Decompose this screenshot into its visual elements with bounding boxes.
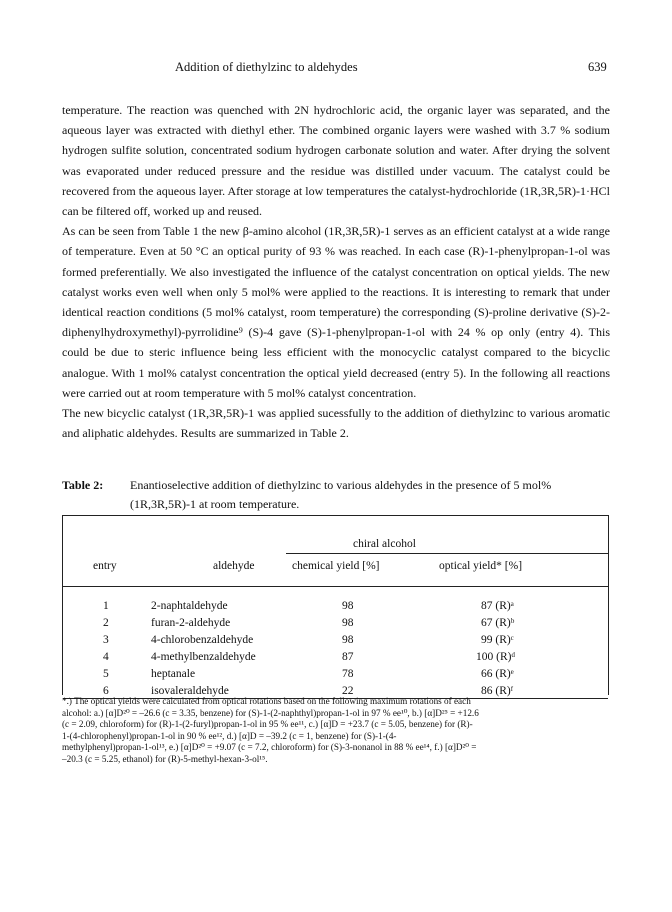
cell-entry: 1 (103, 600, 109, 612)
cell-chemical-yield: 22 (342, 685, 354, 697)
table-footnote (62, 696, 610, 766)
cell-chemical-yield: 78 (342, 668, 354, 680)
footnote-line: *.) The optical yields were calculated from optical rotations based on the following maximum rotations of each (62, 696, 471, 706)
cell-aldehyde: isovaleraldehyde (151, 685, 229, 697)
table-caption (62, 476, 610, 514)
cell-optical-yield: 67 (R)ᵇ (481, 617, 515, 629)
group-header: chiral alcohol (353, 538, 416, 550)
running-title: Addition of diethylzinc to aldehydes (175, 60, 358, 74)
page-header (0, 60, 672, 80)
body-text (62, 100, 610, 443)
cell-optical-yield: 86 (R)ᶠ (481, 685, 514, 697)
paragraph: temperature. The reaction was quenched with 2N hydrochloric acid, the organic layer was separated, and the aqueous layer was extracted with diethyl ether. The combined organic layers were washed with 3.7 % sodium hydrogen sulfite solution, concentrated sodium hydrogen carbonate solution and water. After drying the solvent was evaporated under reduced pressure and the residue was distilled under vacuum. The catalyst could be recovered from the aqueous layer. After storage at low temperatures the catalyst-hydrochloride (1R,3R,5R)-1·HCl can be filtered off, worked up and reused. (62, 103, 610, 219)
footnote-line: (c = 2.09, chloroform) for (R)-1-(2-furyl)propan-1-ol in 95 % ee¹¹, c.) [α]D = +23.7 (c = 5.05, benzene) for (R)- (62, 719, 473, 730)
cell-aldehyde: furan-2-aldehyde (151, 617, 231, 629)
page-number: 639 (588, 60, 607, 74)
footnote-line: methylphenyl)propan-1-ol¹³, e.) [α]D²⁰ = +9.07 (c = 7.2, chloroform) for (S)-3-nonanol in 88 % ee¹⁴, f.) [α]D²⁰ = (62, 742, 477, 753)
footnote-line: alcohol: a.) [α]D²⁰ = –26.6 (c = 3.35, benzene) for (S)-1-(2-naphthyl)propan-1-ol in 97 % ee¹⁰, b.) [α]D²⁵ = +12.6 (62, 707, 479, 718)
cell-aldehyde: 2-naphtaldehyde (151, 600, 228, 612)
table-label: Table 2: (62, 478, 104, 492)
column-header-aldehyde: aldehyde (213, 560, 255, 572)
paragraph: As can be seen from Table 1 the new β-amino alcohol (1R,3R,5R)-1 serves as an efficient catalyst at a wide range of temperature. Even at 50 °C an optical purity of 93 % was reached. In each case (R)-1-phenylpropan-1-ol was formed preferentially. We also investigated the influence of the catalyst concentration on optical yields. The new catalyst works even well when only 5 mol% were applied to the reactions. It is interesting to remark that under identical reaction conditions (5 mol% catalyst, room temperature) the corresponding (S)-proline derivative (S)-2-diphenylhydroxymethyl)-pyrrolidine⁹ (S)-4 gave (S)-1-phenylpropan-1-ol with 24 % op only (entry 4). This could be due to steric influence being less efficient with the monocyclic catalyst compared to the bicyclic analogue. With 1 mol% catalyst concentration the optical yield decreased (entry 5). In the following all reactions were carried out at room temperature with 5 mol% catalyst concentration. (62, 224, 610, 400)
column-header-optical-yield: optical yield* [%] (439, 560, 523, 572)
cell-chemical-yield: 98 (342, 600, 354, 612)
cell-aldehyde: 4-chlorobenzaldehyde (151, 634, 254, 646)
cell-entry: 4 (103, 651, 109, 663)
cell-chemical-yield: 87 (342, 651, 354, 663)
cell-entry: 3 (103, 634, 109, 646)
footnote-line: –20.3 (c = 5.25, ethanol) for (R)-5-methyl-hexan-3-ol¹⁵. (62, 753, 268, 764)
cell-optical-yield: 100 (R)ᵈ (476, 651, 516, 663)
cell-chemical-yield: 98 (342, 634, 354, 646)
paragraph: The new bicyclic catalyst (1R,3R,5R)-1 was applied sucessfully to the addition of diethylzinc to various aromatic and aliphatic aldehydes. Results are summarized in Table 2. (62, 406, 610, 441)
cell-optical-yield: 99 (R)ᶜ (481, 634, 514, 646)
cell-entry: 5 (103, 668, 109, 680)
group-header-rule (286, 553, 608, 554)
column-header-chemical-yield: chemical yield [%] (292, 560, 380, 572)
column-header-entry: entry (93, 560, 117, 572)
cell-aldehyde: heptanale (151, 668, 196, 680)
results-table (62, 515, 609, 695)
cell-aldehyde: 4-methylbenzaldehyde (151, 651, 256, 663)
table-caption-text: Enantioselective addition of diethylzinc to various aldehydes in the presence of 5 mol% (1R,3R,5R)-1 at room temperature. (130, 478, 552, 511)
cell-optical-yield: 66 (R)ᵉ (481, 668, 514, 680)
cell-chemical-yield: 98 (342, 617, 354, 629)
cell-entry: 2 (103, 617, 109, 629)
cell-optical-yield: 87 (R)ᵃ (481, 600, 514, 612)
footnote-line: 1-(4-chlorophenyl)propan-1-ol in 90 % ee¹², d.) [α]D = –39.2 (c = 1, benzene) for (S)-1-(4- (62, 730, 397, 741)
header-rule (63, 586, 608, 587)
cell-entry: 6 (103, 685, 109, 697)
